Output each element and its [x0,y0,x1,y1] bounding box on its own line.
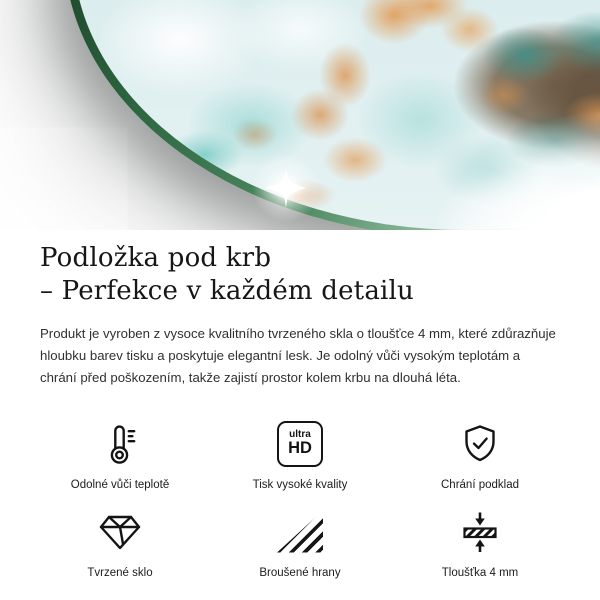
feature-tempered-glass [30,508,210,579]
feature-polished-edges [210,508,390,579]
product-content [0,230,600,579]
feature-label: Tisk vysoké kvality [252,478,348,491]
ultra-hd-text-top: ultra [289,428,311,440]
ultra-hd-text-bottom: HD [288,438,312,457]
page-title [40,242,560,308]
feature-protects-surface [390,420,570,491]
thickness-icon [458,508,502,556]
ultra-hd-icon [277,420,323,468]
thermometer-icon [98,420,142,468]
feature-label: Chrání podklad [441,478,519,491]
feature-print-quality [210,420,390,491]
feature-label: Odolné vůči teplotě [70,478,170,491]
title-line-2: – Perfekce v každém detailu [40,276,414,307]
shield-check-icon [458,420,502,468]
product-description: Produkt je vyroben z vysoce kvalitního tvrzeného skla o tloušťce 4 mm, které zdůrazňuje hloubku barev tisku a poskytuje elegantní lesk. Je odolný vůči vysokým teplotám a chrání před poškozením, takže zajistí prostor kolem krbu na dlouhá léta. [40,326,556,386]
feature-label: Broušené hrany [259,566,341,579]
title-line-1: Podložka pod krb [40,243,272,273]
beveled-edges-icon [277,508,323,556]
diamond-icon [97,508,143,556]
feature-thickness [390,508,570,579]
feature-grid [30,420,570,579]
feature-label: Tvrzené sklo [87,566,153,579]
feature-heat-resistant [30,420,210,491]
feature-label: Tloušťka 4 mm [441,566,519,579]
product-hero-image [0,0,600,230]
sparkle-icon [266,168,306,208]
